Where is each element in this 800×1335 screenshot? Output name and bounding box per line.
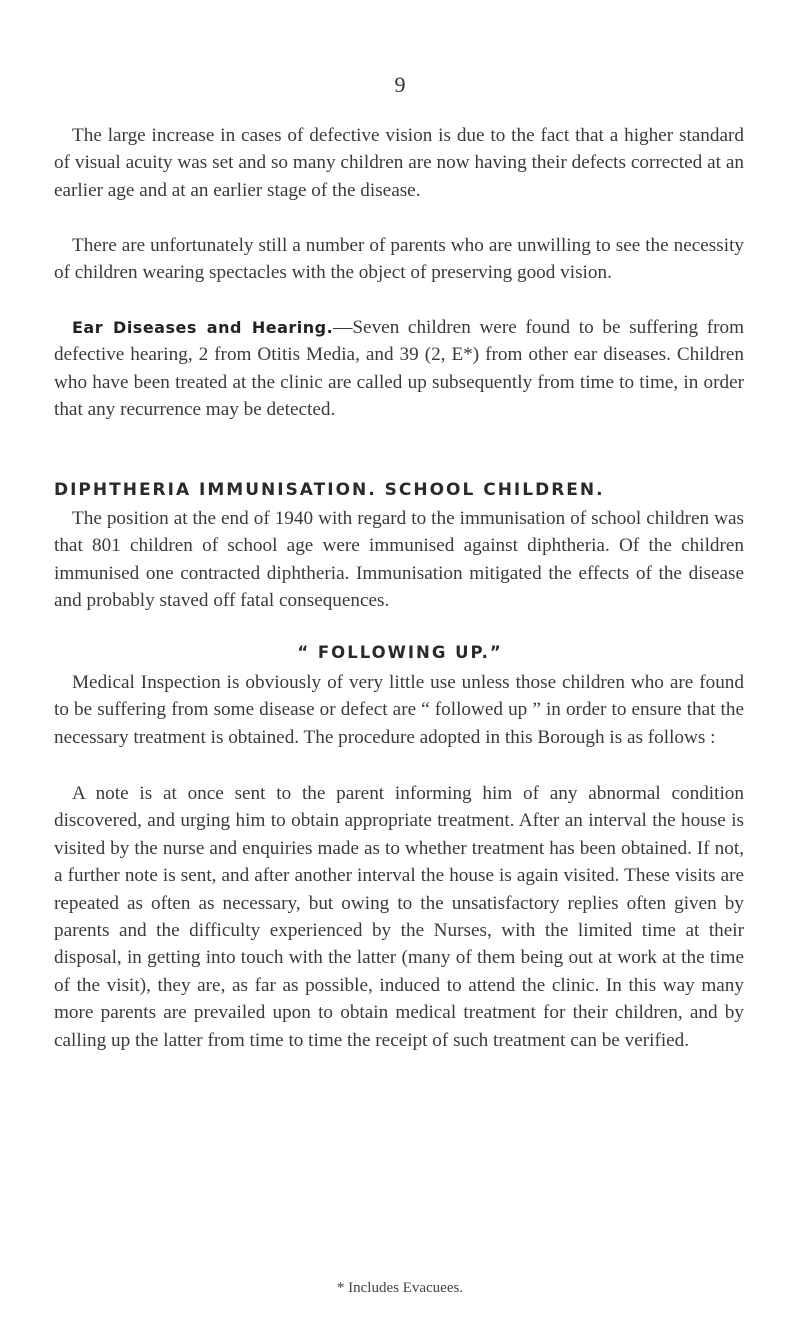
paragraph-ear-diseases — [54, 314, 744, 424]
paragraph-following-up-intro: Medical Inspection is obviously of very little use unless those children who are found to be suffering from some disease or defect are “ followed up ” in order to ensure that the necessary treatment is obtained. The procedure adopted in this Borough is as follows : — [54, 672, 744, 748]
paragraph-spectacles: There are unfortunately still a number of parents who are unwilling to see the necessity of children wearing spectacles with the object of preserving good vision. — [54, 235, 744, 284]
paragraph-defective-vision: The large increase in cases of defective vision is due to the fact that a higher standard of visual acuity was set and so many children are now having their defects corrected at an earlier age and at an earlier stage of the disease. — [54, 125, 744, 201]
ear-diseases-heading: Ear Diseases and Hearing. — [72, 318, 334, 337]
diphtheria-immunisation-heading: DIPHTHERIA IMMUNISATION. SCHOOL CHILDREN. — [54, 480, 605, 500]
footnote-evacuees: * Includes Evacuees. — [336, 1280, 464, 1296]
paragraph-diphtheria: The position at the end of 1940 with regard to the immunisation of school children was that 801 children of school age were immunised against diphtheria. Of the children immunised one contracted diphtheria. Immunisation mitigated the effects of the disease and probably staved off fatal consequences. — [54, 508, 744, 612]
ear-diseases-text: —Seven children were found to be suffering from defective hearing, 2 from Otitis Media, and 39 (2, E*) from other ear diseases. Children who have been treated at the clinic are called up subsequently from time to time, in order that any recurrence may be detected. — [54, 317, 744, 421]
following-up-heading: “ FOLLOWING UP.” — [297, 643, 503, 662]
page-number: 9 — [394, 72, 406, 97]
paragraph-following-up-procedure: A note is at once sent to the parent informing him of any abnormal condition discovered, and urging him to obtain appropriate treatment. After an interval the house is visited by the nurse and enquiries made as to whether treatment has been obtained. If not, a further note is sent, and after another interval the house is again visited. These visits are repeated as often as necessary, but owing to the unsatisfactory replies often given by parents and the difficulty experienced by the Nurses, with the limited time at their disposal, in getting into touch with the latter (many of them being out at work at the time of the visit), they are, as far as possible, induced to attend the clinic. In this way many more parents are prevailed upon to obtain medical treatment for their children, and by calling up the latter from time to time the receipt of such treatment can be verified. — [54, 783, 744, 1051]
